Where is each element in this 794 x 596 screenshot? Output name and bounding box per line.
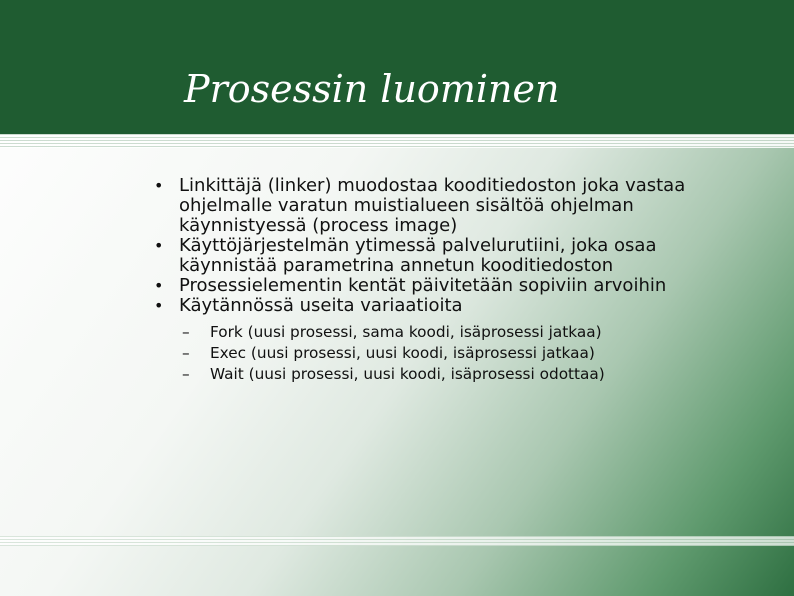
slide-title: Prosessin luominen: [184, 67, 560, 111]
bullet-text: Käyttöjärjestelmän ytimessä palvelurutiini, joka osaa käynnistää parametrina annetun kooditiedoston: [179, 235, 657, 276]
bullet-text: Linkittäjä (linker) muodostaa kooditiedoston joka vastaa ohjelmalle varatun muistialueen sisältöä ohjelman käynnistyessä (process image): [179, 175, 686, 236]
bullet-item: [152, 176, 712, 236]
slide-body: [152, 176, 712, 385]
sub-bullet-item: [182, 322, 712, 343]
header-divider: [0, 134, 794, 148]
sub-bullet-item: [182, 364, 712, 385]
bullet-icon: •: [154, 236, 164, 255]
sub-bullet-item: [182, 343, 712, 364]
bullet-icon: •: [154, 276, 164, 295]
bullet-item: [152, 296, 712, 316]
title-band: [0, 0, 794, 134]
dash-icon: –: [182, 323, 190, 341]
bullet-icon: •: [154, 296, 164, 315]
sub-bullet-text: Wait (uusi prosessi, uusi koodi, isäprosessi odottaa): [210, 365, 605, 383]
bullet-item: [152, 236, 712, 276]
footer-divider: [0, 536, 794, 546]
sub-bullet-text: Exec (uusi prosessi, uusi koodi, isäprosessi jatkaa): [210, 344, 595, 362]
sub-bullet-list: [182, 322, 712, 385]
bullet-text: Prosessielementin kentät päivitetään sopiviin arvoihin: [179, 275, 667, 296]
dash-icon: –: [182, 344, 190, 362]
bullet-item: [152, 276, 712, 296]
dash-icon: –: [182, 365, 190, 383]
bullet-icon: •: [154, 176, 164, 195]
bullet-text: Käytännössä useita variaatioita: [179, 295, 463, 316]
sub-bullet-text: Fork (uusi prosessi, sama koodi, isäprosessi jatkaa): [210, 323, 602, 341]
